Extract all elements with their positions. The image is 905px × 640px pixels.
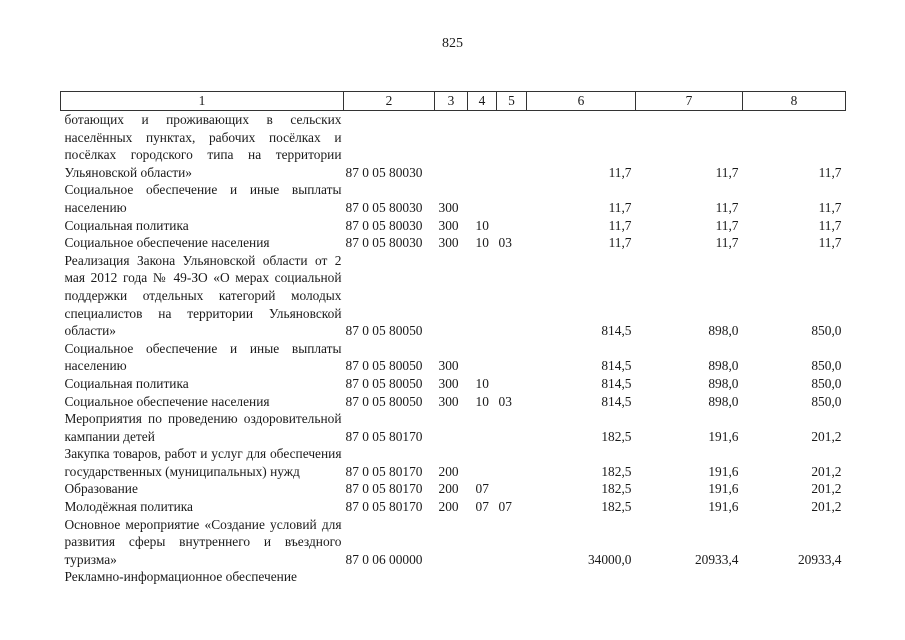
amount-year2-cell: 191,6 [708, 463, 739, 479]
expense-type-cell [435, 516, 468, 569]
item-name-cell: Реализация Закона Ульяновской области от 2 мая 2012 года № 49-ЗО «О мерах социальной поддержки отдельных категорий молодых специалистов на территории Ульяновской области» [64, 252, 342, 339]
expense-type-cell: 200 [438, 499, 459, 515]
section-cell: 07 [475, 499, 489, 515]
target-code-cell: 87 0 05 80050 [345, 375, 423, 391]
subsection-cell [497, 217, 527, 235]
amount-year3-cell: 201,2 [811, 463, 842, 479]
section-cell [468, 516, 497, 569]
item-name-cell: Молодёжная политика [64, 499, 194, 515]
expense-type-cell: 300 [438, 235, 459, 251]
target-code-cell: 87 0 05 80030 [345, 217, 423, 233]
expense-type-cell: 300 [438, 375, 459, 391]
amount-year2-cell: 11,7 [715, 164, 739, 180]
amount-year3-cell: 850,0 [811, 323, 842, 339]
table-row [61, 217, 846, 235]
table-row [61, 393, 846, 411]
subsection-cell: 07 [498, 499, 512, 515]
table-row [61, 252, 846, 340]
amount-year3-cell: 20933,4 [797, 551, 842, 567]
amount-year2-cell: 191,6 [708, 499, 739, 515]
section-cell [468, 111, 497, 182]
section-cell [468, 445, 497, 480]
amount-year3-cell: 850,0 [811, 393, 842, 409]
amount-year3-cell: 11,7 [818, 199, 842, 215]
target-code-cell: 87 0 05 80050 [345, 323, 423, 339]
section-cell [468, 410, 497, 445]
expense-type-cell [435, 111, 468, 182]
section-cell [468, 568, 497, 586]
item-name-cell: Рекламно-информационное обеспечение [64, 569, 297, 585]
amount-year1-cell: 814,5 [601, 393, 632, 409]
section-cell [468, 181, 497, 216]
item-name-cell: ботающих и проживающих в сельских населённых пунктах, рабочих посёлках и посёлках городского типа на территории Ульяновской области» [64, 112, 342, 180]
item-name-cell: Закупка товаров, работ и услуг для обеспечения государственных (муниципальных) нужд [64, 446, 342, 479]
amount-year2-cell: 898,0 [708, 375, 739, 391]
table-row [61, 375, 846, 393]
expense-type-cell: 200 [438, 463, 459, 479]
amount-year1-cell: 182,5 [601, 463, 632, 479]
item-name-cell: Социальное обеспечение и иные выплаты населению [64, 182, 342, 215]
expense-type-cell: 300 [438, 199, 459, 215]
target-code-cell: 87 0 05 80030 [345, 235, 423, 251]
table-row [61, 410, 846, 445]
section-cell: 10 [475, 217, 489, 233]
budget-table [60, 91, 846, 586]
amount-year1-cell: 814,5 [601, 323, 632, 339]
amount-year3-cell [743, 568, 846, 586]
amount-year2-cell: 20933,4 [694, 551, 739, 567]
target-code-cell: 87 0 05 80030 [345, 199, 423, 215]
subsection-cell [497, 181, 527, 216]
column-header-6: 6 [527, 92, 636, 111]
expense-type-cell [435, 410, 468, 445]
table-row [61, 234, 846, 252]
amount-year3-cell: 850,0 [811, 358, 842, 374]
amount-year3-cell: 201,2 [811, 499, 842, 515]
amount-year2-cell: 11,7 [715, 217, 739, 233]
column-header-7: 7 [636, 92, 743, 111]
subsection-cell [497, 252, 527, 340]
amount-year3-cell: 11,7 [818, 164, 842, 180]
amount-year2-cell: 191,6 [708, 481, 739, 497]
expense-type-cell: 300 [438, 393, 459, 409]
table-header-row [61, 92, 846, 111]
amount-year2-cell: 898,0 [708, 393, 739, 409]
column-header-4: 4 [468, 92, 497, 111]
table-row [61, 445, 846, 480]
target-code-cell: 87 0 05 80170 [345, 499, 423, 515]
amount-year1-cell: 11,7 [608, 217, 632, 233]
subsection-cell [497, 516, 527, 569]
expense-type-cell: 300 [438, 358, 459, 374]
column-header-2: 2 [344, 92, 435, 111]
target-code-cell: 87 0 06 00000 [345, 551, 423, 567]
target-code-cell: 87 0 05 80170 [345, 428, 423, 444]
subsection-cell: 03 [498, 393, 512, 409]
item-name-cell: Основное мероприятие «Создание условий для развития сферы внутреннего и въездного туризма» [64, 516, 342, 567]
amount-year1-cell: 182,5 [601, 499, 632, 515]
item-name-cell: Социальная политика [64, 375, 189, 391]
target-code-cell [344, 568, 435, 586]
subsection-cell [497, 111, 527, 182]
subsection-cell [497, 445, 527, 480]
amount-year3-cell: 201,2 [811, 428, 842, 444]
amount-year3-cell: 201,2 [811, 481, 842, 497]
expense-type-cell: 300 [438, 217, 459, 233]
item-name-cell: Социальное обеспечение населения [64, 235, 270, 251]
column-header-3: 3 [435, 92, 468, 111]
section-cell: 10 [475, 235, 489, 251]
table-row [61, 181, 846, 216]
table-row [61, 516, 846, 569]
section-cell: 07 [475, 481, 489, 497]
subsection-cell [497, 375, 527, 393]
amount-year1-cell: 182,5 [601, 481, 632, 497]
table-row [61, 568, 846, 586]
amount-year2-cell [636, 568, 743, 586]
page-number: 825 [442, 36, 463, 51]
amount-year3-cell: 850,0 [811, 375, 842, 391]
target-code-cell: 87 0 05 80050 [345, 358, 423, 374]
amount-year2-cell: 898,0 [708, 323, 739, 339]
expense-type-cell [435, 568, 468, 586]
table-row [61, 111, 846, 182]
subsection-cell [497, 568, 527, 586]
section-cell: 10 [475, 393, 489, 409]
amount-year1-cell: 11,7 [608, 199, 632, 215]
amount-year1-cell: 182,5 [601, 428, 632, 444]
amount-year1-cell: 11,7 [608, 235, 632, 251]
amount-year1-cell: 34000,0 [587, 551, 632, 567]
subsection-cell [497, 480, 527, 498]
amount-year1-cell: 11,7 [608, 164, 632, 180]
amount-year1-cell: 814,5 [601, 375, 632, 391]
column-header-1: 1 [61, 92, 344, 111]
amount-year2-cell: 898,0 [708, 358, 739, 374]
section-cell: 10 [475, 375, 489, 391]
amount-year2-cell: 191,6 [708, 428, 739, 444]
amount-year3-cell: 11,7 [818, 217, 842, 233]
column-header-8: 8 [743, 92, 846, 111]
target-code-cell: 87 0 05 80170 [345, 481, 423, 497]
table-row [61, 498, 846, 516]
amount-year3-cell: 11,7 [818, 235, 842, 251]
item-name-cell: Социальная политика [64, 217, 189, 233]
item-name-cell: Социальное обеспечение населения [64, 393, 270, 409]
expense-type-cell [435, 252, 468, 340]
table-row [61, 480, 846, 498]
section-cell [468, 252, 497, 340]
subsection-cell: 03 [498, 235, 512, 251]
item-name-cell: Мероприятия по проведению оздоровительной кампании детей [64, 411, 342, 444]
subsection-cell [497, 410, 527, 445]
item-name-cell: Образование [64, 481, 138, 497]
table-body [61, 111, 846, 587]
target-code-cell: 87 0 05 80170 [345, 463, 423, 479]
item-name-cell: Социальное обеспечение и иные выплаты населению [64, 340, 342, 374]
amount-year1-cell: 814,5 [601, 358, 632, 374]
subsection-cell [497, 340, 527, 375]
expense-type-cell: 200 [438, 481, 459, 497]
section-cell [468, 340, 497, 375]
target-code-cell: 87 0 05 80030 [345, 164, 423, 180]
table-row [61, 340, 846, 375]
column-header-5: 5 [497, 92, 527, 111]
amount-year1-cell [527, 568, 636, 586]
amount-year2-cell: 11,7 [715, 199, 739, 215]
amount-year2-cell: 11,7 [715, 235, 739, 251]
target-code-cell: 87 0 05 80050 [345, 393, 423, 409]
